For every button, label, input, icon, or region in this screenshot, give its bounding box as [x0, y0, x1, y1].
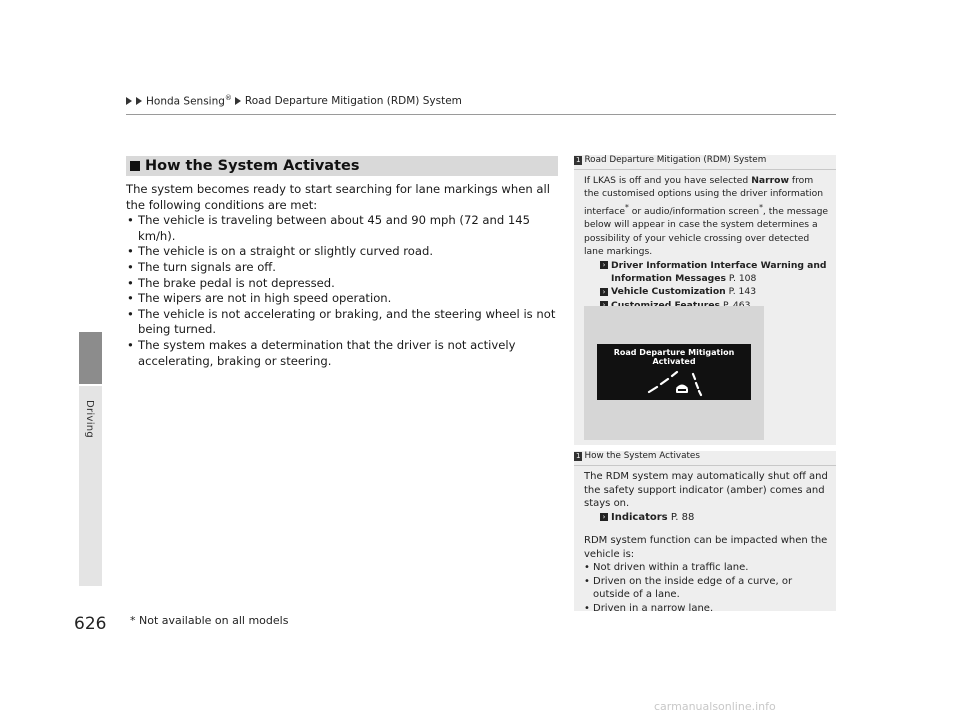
list-item: • Driven on the inside edge of a curve, or outside of a lane. [584, 575, 830, 602]
breadcrumb-parent[interactable]: Honda Sensing® [146, 94, 232, 108]
reference-link[interactable]: › Vehicle Customization P. 143 [584, 285, 830, 298]
list-item: • Driven in a narrow lane. [584, 602, 830, 616]
note-divider [574, 465, 836, 466]
list-item: • The vehicle is traveling between about 45 and 90 mph (72 and 145 km/h). [126, 213, 556, 244]
chapter-label: Driving [84, 400, 95, 439]
watermark: carmanualsonline.info [654, 700, 776, 713]
triangle-right-icon [136, 97, 142, 105]
section-body [126, 182, 556, 369]
breadcrumb [126, 94, 462, 108]
note-paragraph: RDM system function can be impacted when the vehicle is: [584, 535, 828, 560]
list-item: • The vehicle is not accelerating or braking, and the steering wheel is not being turned. [126, 307, 556, 338]
note-heading: 1 Road Departure Mitigation (RDM) System [576, 155, 767, 165]
lane-departure-icon [597, 344, 751, 400]
display-screen [597, 344, 751, 400]
reference-arrow-icon: › [600, 513, 608, 521]
note-divider [574, 169, 836, 170]
note-paragraph: If LKAS is off and you have selected Narrow from the customised options using the driver information interface* or audio/information screen*, the message below will appear in case the system determines a possibility of your vehicle crossing over detected lane markings. [584, 175, 829, 258]
note-list [584, 561, 830, 615]
page-number: 626 [74, 614, 107, 634]
list-item: • The wipers are not in high speed operation. [126, 291, 556, 307]
reference-arrow-icon: › [600, 261, 608, 269]
display-message: Road Departure Mitigation Activated [613, 348, 735, 366]
section-title: How the System Activates [126, 156, 558, 176]
note-number: 1 [576, 451, 581, 460]
list-item: • The system makes a determination that the driver is not actively accelerating, braking or steering. [126, 338, 556, 369]
reference-link[interactable]: › Indicators P. 88 [584, 511, 830, 525]
note-body [584, 470, 830, 615]
note-body [584, 174, 830, 312]
conditions-list [126, 213, 556, 369]
list-item: • Not driven within a traffic lane. [584, 561, 830, 575]
note-number: 1 [576, 155, 581, 164]
display-illustration [584, 306, 764, 440]
list-item: • The vehicle is on a straight or slightly curved road. [126, 244, 556, 260]
triangle-right-icon [235, 97, 241, 105]
header-divider [126, 114, 836, 115]
chapter-tab [79, 332, 102, 384]
reference-link[interactable]: › Driver Information Interface Warning and Information Messages P. 108 [584, 259, 830, 286]
reference-arrow-icon: › [600, 288, 608, 296]
list-item: • The brake pedal is not depressed. [126, 276, 556, 292]
footnote: * Not available on all models [130, 614, 289, 627]
triangle-right-icon [126, 97, 132, 105]
note-paragraph: The RDM system may automatically shut off and the safety support indicator (amber) comes and stays on. [584, 471, 828, 509]
note-panel-activation [574, 451, 836, 614]
section-intro: The system becomes ready to start searching for lane markings when all the following conditions are met: [126, 182, 550, 212]
list-item: • The turn signals are off. [126, 260, 556, 276]
note-heading: 1 How the System Activates [576, 451, 700, 461]
square-bullet-icon [130, 161, 140, 171]
breadcrumb-current: Road Departure Mitigation (RDM) System [244, 94, 462, 107]
